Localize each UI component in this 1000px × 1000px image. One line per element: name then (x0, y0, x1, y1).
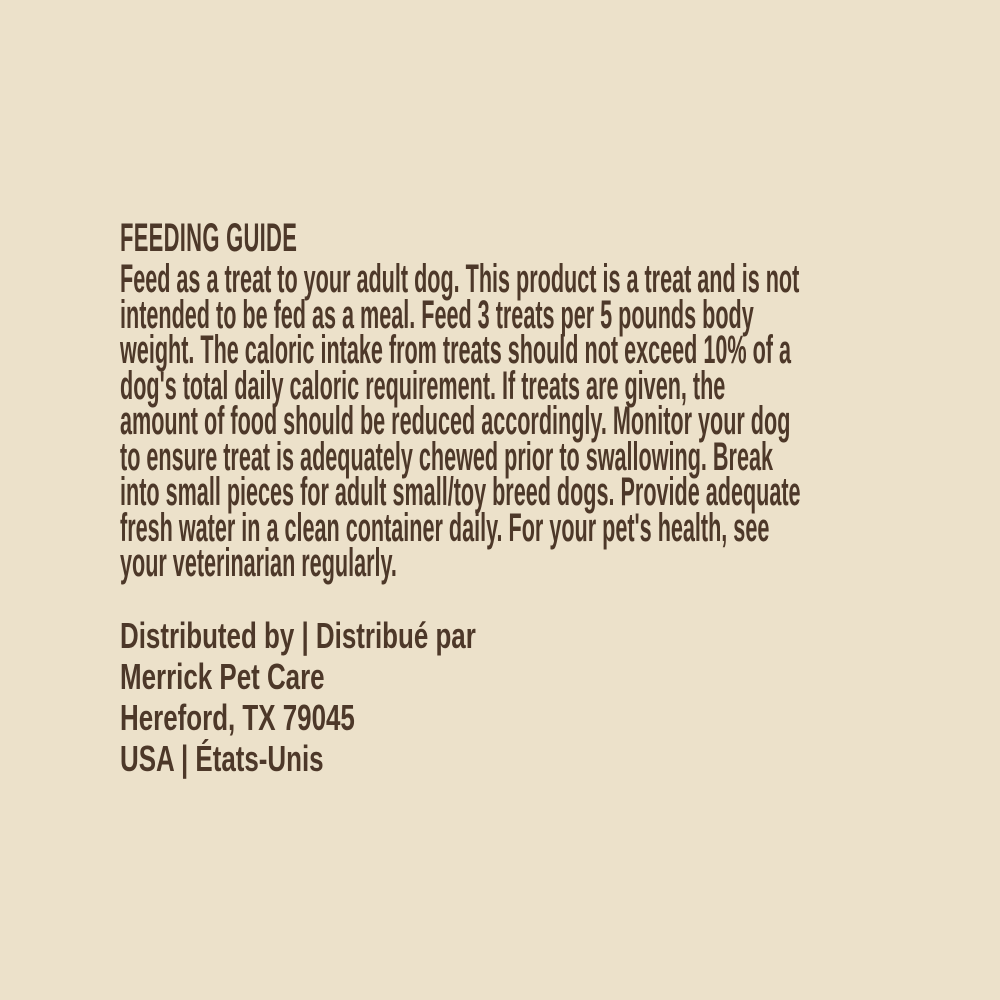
feeding-guide-line: dog's total daily caloric requirement. If treats are given, the (120, 363, 726, 408)
feeding-guide-line: amount of food should be reduced accordingly. Monitor your dog (120, 399, 791, 443)
feeding-guide-text (120, 257, 801, 585)
distributor-line-company: Merrick Pet Care (120, 656, 325, 697)
feeding-guide-line: into small pieces for adult small/toy breed dogs. Provide adequate (120, 470, 801, 514)
feeding-guide-line: intended to be fed as a meal. Feed 3 treats per 5 pounds body (120, 292, 754, 337)
feeding-guide-heading: FEEDING GUIDE (120, 216, 298, 260)
feeding-guide-line: Feed as a treat to your adult dog. This product is a treat and is not (120, 257, 800, 301)
feeding-guide-line: to ensure treat is adequately chewed prior to swallowing. Break (120, 434, 773, 479)
distributor-info (120, 615, 476, 779)
feeding-guide-line: fresh water in a clean container daily. For your pet's health, see (120, 505, 770, 550)
feeding-guide-line: weight. The caloric intake from treats should not exceed 10% of a (120, 328, 791, 372)
distributor-line-distributed-by: Distributed by | Distribué par (120, 615, 476, 656)
feeding-guide-line: your veterinarian regularly. (120, 541, 397, 585)
distributor-line-address: Hereford, TX 79045 (120, 697, 355, 738)
distributor-line-country: USA | États-Unis (120, 738, 324, 779)
